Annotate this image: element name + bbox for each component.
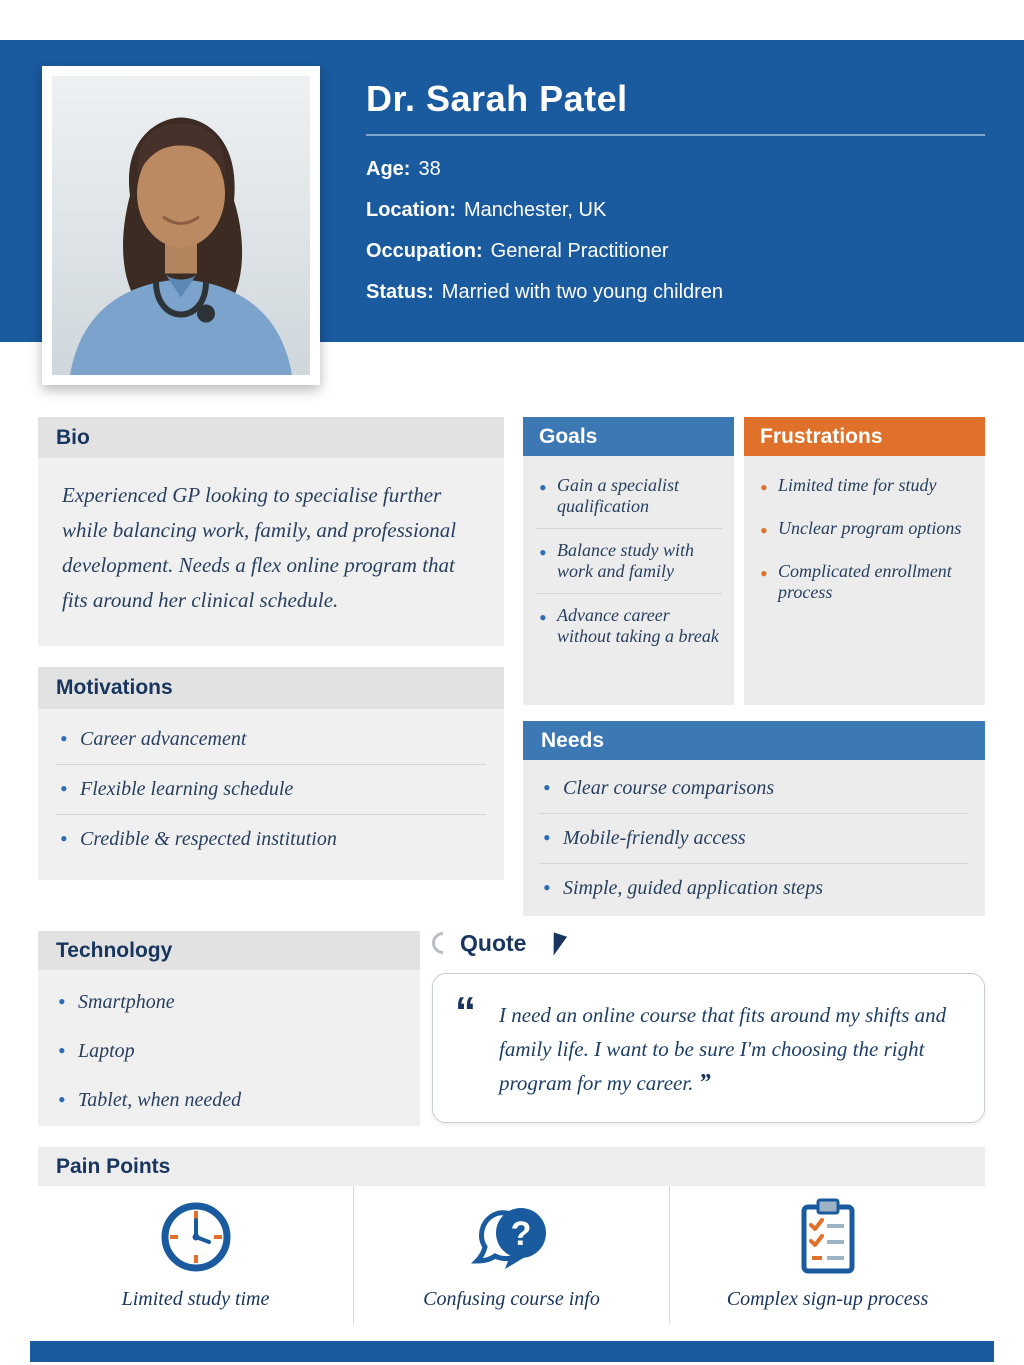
field-age-value: 38 [418,158,441,180]
quote-arc-icon [427,927,458,958]
name-underline [366,134,985,136]
persona-name: Dr. Sarah Patel [366,78,628,119]
field-occupation-label: Occupation: [366,240,483,262]
list-item: • Laptop [54,1027,404,1076]
field-status-label: Status: [366,281,434,303]
motivations-list [56,715,486,864]
needs-section-title: Needs [523,721,985,760]
quote-section-title [432,930,985,957]
pain-point-label: Confusing course info [423,1288,600,1310]
open-quote-mark: “ [455,988,476,1035]
list-item: • Advance career without taking a break [535,594,722,658]
quote-text [499,1003,946,1095]
quote-bubble [432,973,985,1123]
bio-section-title: Bio [38,417,504,458]
goals-section-title: Goals [523,417,734,456]
list-item: • Limited time for study [756,464,973,507]
technology-section-body [38,970,420,1126]
field-occupation-value: General Practitioner [490,240,669,262]
bio-text: Experienced GP looking to specialise further while balancing work, family, and professional development. Needs a flex online program that fits around her clinical schedule. [62,483,457,612]
motivations-section-title: Motivations [38,667,504,709]
speech-tail-icon [547,932,567,957]
close-quote-mark: ” [698,1070,711,1096]
pain-point-signup [669,1186,985,1324]
technology-section-title: Technology [38,931,420,970]
persona-photo-frame [42,66,320,385]
field-location [366,199,984,222]
list-item: • Smartphone [54,978,404,1027]
persona-photo [52,76,310,375]
list-item: • Balance study with work and family [535,529,722,594]
needs-section-body [523,760,985,916]
clock-icon [158,1194,234,1280]
technology-list [54,978,404,1125]
field-status-value: Married with two young children [441,281,724,303]
pain-point-label: Limited study time [121,1288,270,1310]
frustrations-list [756,464,973,614]
clipboard-icon [795,1194,861,1280]
svg-text:?: ? [510,1215,531,1253]
pain-points-section-title: Pain Points [38,1147,985,1186]
list-item: • Complicated enrollment process [756,550,973,614]
list-item: • Unclear program options [756,507,973,550]
quote-title-text: Quote [460,930,527,956]
persona-fields [366,158,984,304]
persona-avatar-illustration [52,76,310,375]
list-item: • Credible & respected institution [56,815,486,864]
pain-points-row [38,1186,985,1324]
list-item: • Mobile-friendly access [539,814,969,864]
list-item: • Simple, guided application steps [539,864,969,913]
list-item: • Clear course comparisons [539,764,969,814]
goals-list [535,464,722,658]
pain-point-study-time [38,1186,353,1324]
bio-section-body [38,458,504,646]
field-age-label: Age: [366,158,411,180]
field-status [366,281,984,304]
list-item: • Gain a specialist qualification [535,464,722,529]
quote-text-body: I need an online course that fits around my shifts and family life. I want to be sure I'm choosing the right program for my career. [499,1003,947,1095]
footer-bar [30,1341,994,1362]
quote-section [432,930,985,1123]
frustrations-section-body [744,456,985,705]
field-occupation [366,240,984,263]
field-location-value: Manchester, UK [464,199,607,221]
hero-text-block [366,78,984,322]
question-bubble-icon [469,1194,555,1280]
list-item: • Career advancement [56,715,486,765]
list-item: • Flexible learning schedule [56,765,486,815]
field-location-label: Location: [366,199,456,221]
goals-section-body [523,456,734,705]
pain-point-course-info [353,1186,669,1324]
frustrations-section-title: Frustrations [744,417,985,456]
needs-list [539,764,969,913]
list-item: • Tablet, when needed [54,1076,404,1125]
field-age [366,158,984,181]
pain-point-label: Complex sign-up process [726,1288,929,1310]
motivations-section-body [38,709,504,880]
